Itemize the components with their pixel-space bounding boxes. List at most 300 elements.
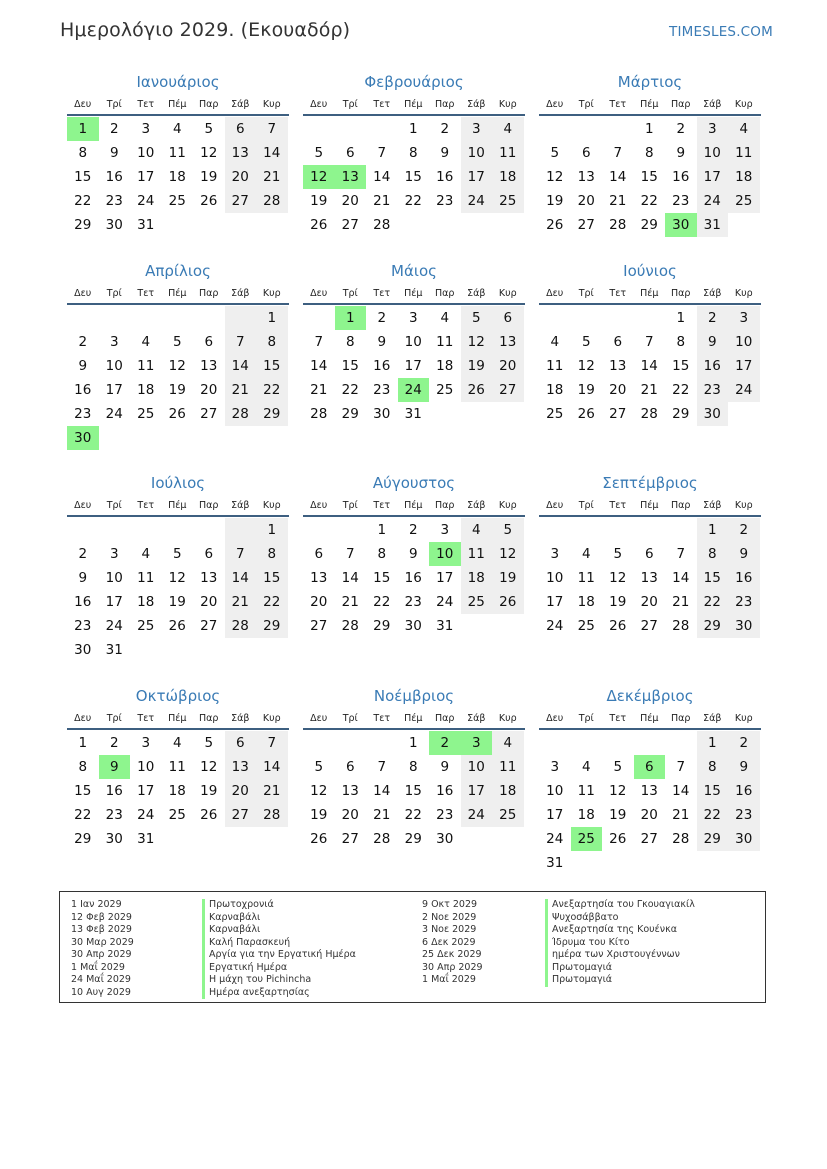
day-cell: 6 [634,755,666,779]
day-cell: 22 [672,382,690,398]
day-cell: 9 [728,542,760,566]
holiday-name: Η μάχη του Pichincha [202,974,356,987]
holiday-name: ημέρα των Χριστουγέννων [545,949,695,962]
day-cell: 14 [310,358,328,374]
day-grid [67,731,289,851]
day-cell: 25 [492,803,524,827]
day-grid [303,117,525,237]
weekday-label: Πέμ [168,287,187,299]
day-cell: 19 [168,594,186,610]
day-cell: 3 [550,759,560,775]
day-cell: 9 [377,334,387,350]
day-cell: 7 [256,731,288,755]
weekday-label: Τρί [342,287,358,299]
day-cell: 21 [672,594,690,610]
day-cell: 27 [200,406,218,422]
day-cell: 22 [256,590,288,614]
empty-cell [193,638,225,662]
day-cell: 25 [728,189,760,213]
empty-cell [162,426,194,450]
empty-cell [492,402,524,426]
weekday-label: Δευ [74,499,92,511]
day-cell: 12 [200,145,218,161]
empty-cell [602,518,634,542]
empty-cell [665,851,697,875]
day-cell: 28 [373,831,391,847]
day-cell: 15 [697,566,729,590]
day-cell: 18 [168,169,186,185]
weekday-label: Σάβ [231,98,250,110]
day-cell: 21 [225,378,257,402]
day-cell: 27 [225,803,257,827]
day-cell: 2 [109,735,119,751]
day-cell: 28 [225,402,257,426]
month-10 [67,684,289,851]
empty-cell [256,638,288,662]
day-cell: 2 [377,310,387,326]
day-cell: 29 [256,614,288,638]
day-cell: 18 [546,382,564,398]
day-cell: 5 [613,546,623,562]
day-cell: 11 [728,141,760,165]
day-cell: 31 [697,213,729,237]
day-cell: 19 [168,382,186,398]
weekday-header [539,708,761,730]
month-name: Φεβρουάριος [364,73,464,91]
day-cell: 28 [341,618,359,634]
empty-cell [634,851,666,875]
day-cell: 21 [225,590,257,614]
day-cell: 2 [78,334,88,350]
day-cell: 18 [436,358,454,374]
day-cell: 14 [672,570,690,586]
day-cell: 28 [310,406,328,422]
day-cell: 3 [461,731,493,755]
day-cell: 21 [373,193,391,209]
weekday-label: Κυρ [262,98,281,110]
day-cell: 21 [310,382,328,398]
weekday-label: Δευ [74,712,92,724]
day-cell: 11 [492,141,524,165]
day-cell: 28 [373,217,391,233]
weekday-header [303,283,525,305]
day-cell: 12 [546,169,564,185]
day-cell: 13 [577,169,595,185]
empty-cell [193,518,225,542]
weekday-label: Τρί [578,499,594,511]
day-cell: 13 [609,358,627,374]
day-cell: 21 [640,382,658,398]
day-cell: 30 [436,831,454,847]
day-cell: 18 [168,783,186,799]
weekday-label: Τρί [578,287,594,299]
month-5 [303,259,525,426]
day-cell: 19 [200,783,218,799]
day-cell: 11 [168,145,186,161]
day-cell: 6 [225,117,257,141]
day-cell: 26 [577,406,595,422]
day-cell: 28 [256,803,288,827]
day-cell: 17 [728,354,760,378]
weekday-label: Κυρ [734,287,753,299]
month-name: Ιούλιος [150,474,206,492]
day-cell: 10 [105,358,123,374]
day-cell: 16 [105,783,123,799]
empty-cell [303,117,335,141]
day-cell: 2 [109,121,119,137]
day-cell: 9 [99,755,131,779]
holiday-date: 3 Νοε 2029 [422,924,477,935]
weekday-label: Παρ [199,287,219,299]
day-cell: 12 [310,783,328,799]
day-cell: 18 [492,165,524,189]
day-cell: 15 [256,354,288,378]
day-cell: 17 [137,169,155,185]
day-cell: 24 [461,189,493,213]
weekday-label: Τετ [137,712,155,724]
day-cell: 20 [341,193,359,209]
day-grid [67,117,289,237]
day-cell: 25 [137,406,155,422]
day-cell: 17 [697,165,729,189]
weekday-label: Τρί [578,98,594,110]
day-cell: 24 [461,803,493,827]
day-cell: 13 [200,358,218,374]
site-link[interactable]: TIMESLES.COM [669,24,773,40]
day-cell: 23 [436,193,454,209]
day-cell: 30 [373,406,391,422]
day-cell: 10 [728,330,760,354]
day-cell: 19 [577,382,595,398]
empty-cell [539,306,571,330]
empty-cell [539,117,571,141]
weekday-label: Κυρ [262,287,281,299]
day-cell: 8 [377,546,387,562]
weekday-header [67,283,289,305]
empty-cell [130,638,162,662]
day-cell: 9 [728,755,760,779]
holiday-name: Ημέρα ανεξαρτησίας [202,987,356,1000]
day-cell: 5 [314,759,324,775]
weekday-label: Παρ [435,287,455,299]
day-cell: 7 [676,546,686,562]
day-grid [303,518,525,638]
empty-cell [571,306,603,330]
empty-cell [162,638,194,662]
empty-cell [303,518,335,542]
day-cell: 23 [105,807,123,823]
day-cell: 1 [335,306,367,330]
holiday-legend [59,891,766,1003]
day-cell: 24 [137,807,155,823]
day-cell: 29 [672,406,690,422]
empty-cell [492,213,524,237]
holiday-date: 13 Φεβ 2029 [71,924,132,935]
month-8 [303,471,525,638]
day-cell: 9 [676,145,686,161]
weekday-label: Σάβ [231,712,250,724]
day-cell: 4 [440,310,450,326]
holiday-name: Ψυχοσάββατο [545,912,695,925]
day-cell: 15 [672,358,690,374]
day-cell: 3 [461,117,493,141]
day-cell: 24 [697,189,729,213]
weekday-label: Τρί [106,287,122,299]
day-cell: 26 [461,378,493,402]
empty-cell [602,117,634,141]
month-12 [539,684,761,875]
day-cell: 31 [105,642,123,658]
month-9 [539,471,761,638]
weekday-label: Δευ [546,287,564,299]
day-cell: 21 [373,807,391,823]
day-cell: 12 [303,165,335,189]
day-cell: 18 [577,594,595,610]
day-cell: 4 [581,546,591,562]
weekday-label: Τρί [106,499,122,511]
empty-cell [193,827,225,851]
empty-cell [461,827,493,851]
day-cell: 8 [345,334,355,350]
day-cell: 3 [141,121,151,137]
day-cell: 1 [676,310,686,326]
empty-cell [193,306,225,330]
weekday-label: Παρ [435,712,455,724]
weekday-label: Δευ [310,499,328,511]
day-cell: 29 [640,217,658,233]
weekday-label: Παρ [671,712,691,724]
day-cell: 25 [546,406,564,422]
day-cell: 30 [67,426,99,450]
day-cell: 3 [109,334,119,350]
weekday-label: Πέμ [640,499,659,511]
day-cell: 23 [728,803,760,827]
day-cell: 15 [404,169,422,185]
day-cell: 23 [373,382,391,398]
day-cell: 16 [404,570,422,586]
day-cell: 2 [676,121,686,137]
day-cell: 6 [345,145,355,161]
day-cell: 2 [440,121,450,137]
day-cell: 29 [74,831,92,847]
empty-cell [225,638,257,662]
weekday-label: Τετ [373,98,391,110]
day-cell: 6 [225,731,257,755]
day-cell: 5 [492,518,524,542]
day-cell: 26 [200,807,218,823]
empty-cell [256,426,288,450]
day-cell: 24 [546,618,564,634]
day-cell: 11 [577,570,595,586]
day-cell: 22 [74,807,92,823]
holiday-date: 30 Απρ 2029 [71,949,132,960]
weekday-header [539,94,761,116]
day-cell: 11 [461,542,493,566]
legend-right-names [545,899,695,987]
empty-cell [335,518,367,542]
weekday-label: Τετ [373,499,391,511]
day-cell: 27 [341,831,359,847]
day-cell: 31 [137,831,155,847]
empty-cell [99,426,131,450]
day-cell: 1 [697,518,729,542]
empty-cell [602,731,634,755]
day-cell: 13 [640,570,658,586]
day-cell: 30 [74,642,92,658]
day-cell: 8 [256,542,288,566]
weekday-label: Παρ [435,98,455,110]
day-cell: 13 [640,783,658,799]
day-cell: 20 [492,354,524,378]
empty-cell [461,614,493,638]
day-cell: 21 [256,779,288,803]
day-cell: 11 [546,358,564,374]
day-cell: 22 [640,193,658,209]
weekday-label: Πέμ [404,499,423,511]
day-cell: 20 [640,807,658,823]
day-cell: 3 [697,117,729,141]
empty-cell [130,426,162,450]
day-grid [539,306,761,426]
empty-cell [225,306,257,330]
day-cell: 17 [461,165,493,189]
day-cell: 11 [577,783,595,799]
day-cell: 2 [728,518,760,542]
day-cell: 1 [256,306,288,330]
day-cell: 26 [492,590,524,614]
weekday-label: Σάβ [703,499,722,511]
day-cell: 20 [310,594,328,610]
empty-cell [398,213,430,237]
day-cell: 15 [341,358,359,374]
day-grid [539,731,761,875]
weekday-label: Κυρ [734,712,753,724]
day-cell: 11 [168,759,186,775]
day-cell: 3 [141,735,151,751]
day-cell: 26 [609,618,627,634]
holiday-name: Αργία για την Εργατική Ημέρα [202,949,356,962]
day-cell: 24 [105,406,123,422]
day-cell: 2 [728,731,760,755]
weekday-label: Δευ [310,98,328,110]
page-title: Ημερολόγιο 2029. (Εκουαδόρ) [60,19,351,41]
weekday-label: Κυρ [498,98,517,110]
legend-left-dates [71,899,134,999]
day-cell: 26 [168,406,186,422]
holiday-date: 1 Ιαν 2029 [71,899,122,910]
day-grid [539,518,761,638]
weekday-label: Πέμ [168,98,187,110]
day-cell: 8 [408,145,418,161]
empty-cell [492,827,524,851]
day-cell: 13 [225,755,257,779]
day-cell: 10 [137,759,155,775]
weekday-label: Σάβ [467,499,486,511]
day-cell: 18 [728,165,760,189]
weekday-label: Σάβ [703,98,722,110]
day-cell: 19 [461,354,493,378]
day-cell: 1 [67,117,99,141]
day-cell: 10 [697,141,729,165]
day-cell: 19 [310,807,328,823]
empty-cell [634,518,666,542]
day-cell: 31 [546,855,564,871]
day-cell: 30 [105,217,123,233]
day-cell: 20 [200,382,218,398]
day-cell: 4 [492,731,524,755]
day-cell: 2 [78,546,88,562]
month-name: Ιανουάριος [136,73,220,91]
day-cell: 23 [436,807,454,823]
day-cell: 13 [200,570,218,586]
day-cell: 7 [613,145,623,161]
day-cell: 1 [78,735,88,751]
day-cell: 28 [672,831,690,847]
empty-cell [99,306,131,330]
month-6 [539,259,761,426]
day-cell: 10 [404,334,422,350]
day-cell: 5 [204,735,214,751]
day-cell: 21 [609,193,627,209]
day-cell: 10 [429,542,461,566]
weekday-header [303,94,525,116]
day-cell: 3 [109,546,119,562]
empty-cell [634,731,666,755]
month-name: Αύγουστος [372,474,456,492]
month-name: Σεπτέμβριος [602,474,698,492]
weekday-label: Σάβ [467,287,486,299]
day-cell: 28 [640,406,658,422]
holiday-name: Ίδρυμα του Κίτο [545,937,695,950]
empty-cell [162,306,194,330]
day-cell: 28 [256,189,288,213]
day-cell: 27 [640,618,658,634]
day-cell: 16 [105,169,123,185]
month-name: Μάρτιος [617,73,683,91]
day-cell: 6 [314,546,324,562]
day-cell: 1 [408,121,418,137]
day-cell: 19 [310,193,328,209]
day-cell: 29 [341,406,359,422]
empty-cell [256,827,288,851]
day-cell: 2 [408,522,418,538]
day-cell: 30 [404,618,422,634]
day-cell: 8 [78,145,88,161]
day-cell: 16 [436,783,454,799]
empty-cell [303,731,335,755]
weekday-label: Κυρ [498,712,517,724]
weekday-label: Κυρ [262,712,281,724]
day-cell: 25 [577,618,595,634]
day-cell: 16 [373,358,391,374]
weekday-label: Σάβ [703,287,722,299]
day-cell: 15 [404,783,422,799]
day-cell: 21 [256,165,288,189]
weekday-label: Τετ [137,499,155,511]
weekday-label: Παρ [671,499,691,511]
day-cell: 22 [256,378,288,402]
weekday-label: Πέμ [404,98,423,110]
day-cell: 20 [200,594,218,610]
day-cell: 4 [728,117,760,141]
weekday-label: Δευ [310,287,328,299]
weekday-label: Πέμ [168,499,187,511]
day-cell: 23 [404,594,422,610]
day-cell: 16 [672,169,690,185]
day-cell: 26 [609,831,627,847]
day-grid [539,117,761,237]
day-cell: 14 [256,141,288,165]
